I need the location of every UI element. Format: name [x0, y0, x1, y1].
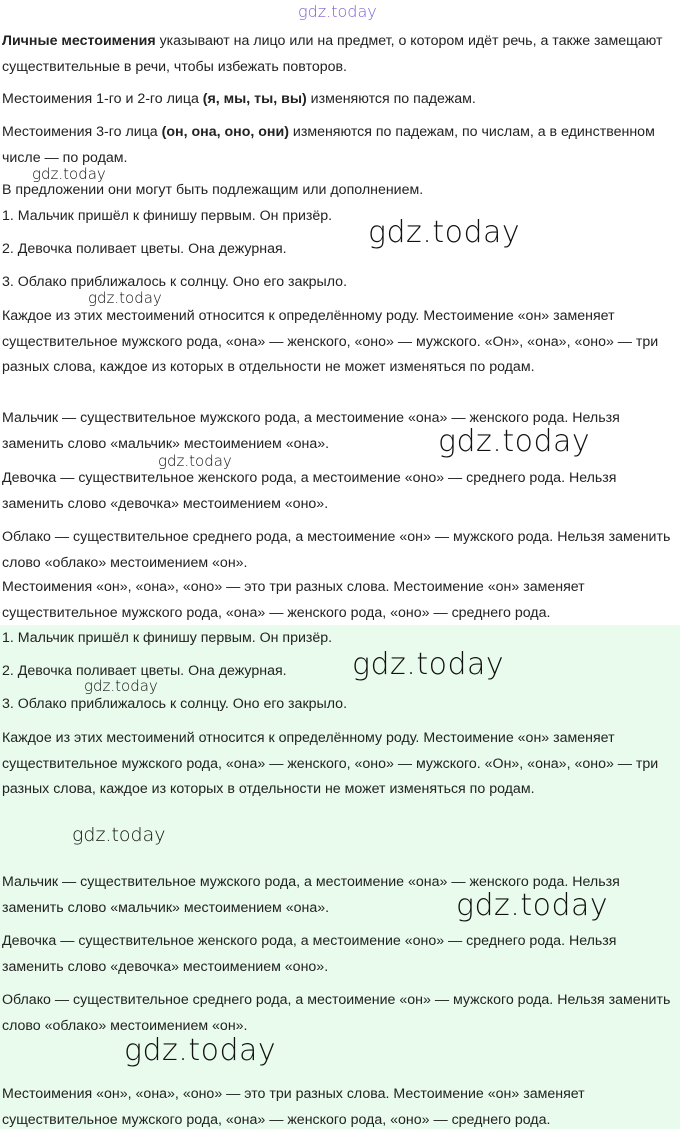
watermark: gdz.today: [32, 165, 106, 183]
role-paragraph: В предложении они могут быть подлежащим или дополнением.: [2, 182, 424, 198]
watermark: gdz.today: [456, 888, 609, 923]
third-post: изменяются по падежам, по числам, а в единственном числе — по родам.: [2, 124, 655, 166]
watermark: gdz.today: [88, 289, 162, 307]
first-second-pre: Местоимения 1-го и 2-го лица: [2, 91, 203, 107]
answer-cloud-paragraph: Облако — существительное среднего рода, а местоимение «он» — мужского рода. Нельзя заменить слово «облако» местоимением «он».: [2, 992, 671, 1034]
watermark: gdz.today: [352, 647, 505, 682]
answer-example-3: 3. Облако приближалось к солнцу. Оно его закрыло.: [2, 696, 348, 712]
watermark: gdz.today: [72, 824, 166, 846]
example-3: 3. Облако приближалось к солнцу. Оно его закрыло.: [2, 274, 348, 290]
watermark: gdz.today: [124, 1033, 277, 1068]
answer-explain-paragraph: Каждое из этих местоимений относится к определённому роду. Местоимение «он» заменяет существительное мужского рода, «она» — женского, «оно» — мужского. «Он», «она», «оно» — три разных слова, каждое из которых в отдельности не может изменяться по родам.: [2, 730, 659, 797]
watermark: gdz.today: [438, 424, 591, 459]
third-pronouns: (он, она, оно, они): [161, 124, 289, 140]
example-2: 2. Девочка поливает цветы. Она дежурная.: [2, 241, 287, 257]
watermark: gdz.today: [84, 677, 158, 695]
first-second-person-paragraph: [2, 87, 678, 113]
intro-paragraph: [2, 29, 678, 80]
third-pre: Местоимения 3-го лица: [2, 124, 162, 140]
answer-example-2: 2. Девочка поливает цветы. Она дежурная.: [2, 663, 287, 679]
answer-girl-paragraph: Девочка — существительное женского рода, а местоимение «оно» — среднего рода. Нельзя заменить слово «девочка» местоимением «оно».: [2, 933, 617, 975]
example-1: 1. Мальчик пришёл к финишу первым. Он призёр.: [2, 208, 333, 224]
watermark: gdz.today: [298, 2, 377, 21]
answer-boy-paragraph: Мальчик — существительное мужского рода, а местоимение «она» — женского рода. Нельзя заменить слово «мальчик» местоимением «она».: [2, 874, 620, 916]
girl-paragraph: Девочка — существительное женского рода, а местоимение «оно» — среднего рода. Нельзя заменить слово «девочка» местоимением «оно».: [2, 470, 617, 512]
first-second-pronouns: (я, мы, ты, вы): [202, 91, 307, 107]
answer-summary-paragraph: Местоимения «он», «она», «оно» — это три разных слова. Местоимение «он» заменяет существительное мужского рода, «она» — женского рода, «оно» — среднего рода.: [2, 1086, 585, 1128]
watermark: gdz.today: [158, 452, 232, 470]
boy-paragraph: Мальчик — существительное мужского рода, а местоимение «она» — женского рода. Нельзя заменить слово «мальчик» местоимением «она».: [2, 410, 620, 452]
summary-paragraph: Местоимения «он», «она», «оно» — это три разных слова. Местоимение «он» заменяет существительное мужского рода, «она» — женского рода, «оно» — среднего рода.: [2, 579, 585, 621]
third-person-paragraph: [2, 120, 678, 171]
intro-term: Личные местоимения: [2, 33, 156, 49]
explain-paragraph: Каждое из этих местоимений относится к определённому роду. Местоимение «он» заменяет существительное мужского рода, «она» — женского, «оно» — мужского. «Он», «она», «оно» — три разных слова, каждое из которых в отдельности не может изменяться по родам.: [2, 308, 659, 375]
cloud-paragraph: Облако — существительное среднего рода, а местоимение «он» — мужского рода. Нельзя заменить слово «облако» местоимением «он».: [2, 529, 671, 571]
answer-example-1: 1. Мальчик пришёл к финишу первым. Он призёр.: [2, 630, 333, 646]
intro-text: указывают на лицо или на предмет, о котором идёт речь, а также замещают существительные в речи, чтобы избежать повторов.: [2, 33, 663, 75]
watermark: gdz.today: [368, 215, 521, 250]
first-second-post: изменяются по падежам.: [306, 91, 476, 107]
